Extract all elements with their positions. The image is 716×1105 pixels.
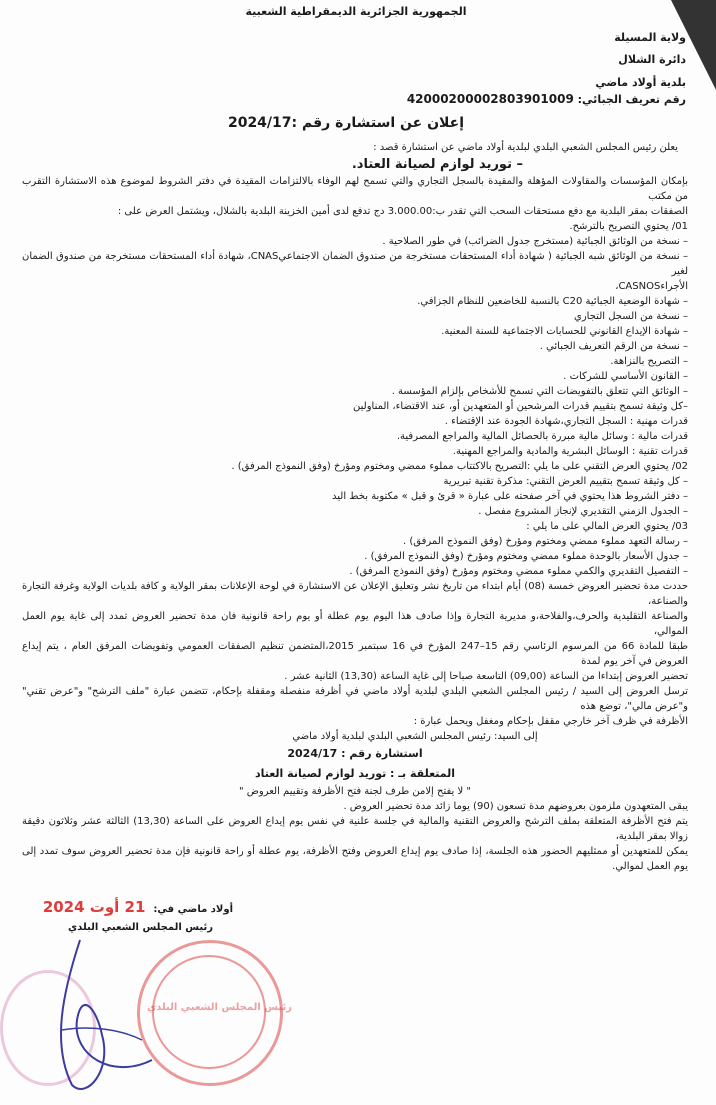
body-line: – شهادة الوضعية الجبائية C20 بالنسبة للخاضعين للنظام الجزافي.	[417, 296, 688, 307]
tax-id: 42000200002803901009	[406, 92, 574, 106]
signer-title: رئيس المجلس الشعبي البلدي	[68, 922, 213, 933]
body-line: – نسخة من الوثائق الجبائية (مستخرج جدول الضرائب) في طور الصلاحية .	[382, 236, 688, 247]
envelope-subject: المتعلقة بـ : توريد لوازم لصيانة العتاد	[254, 767, 456, 780]
body-line: – دفتر الشروط هذا يحتوي في آخر صفحته على عبارة « قرئ و قبل » مكتوبة بخط اليد	[332, 491, 688, 502]
body-line: – التصريح بالنزاهة.	[610, 356, 688, 367]
body-line: الأجراءCASNOS،	[615, 281, 688, 292]
body-line: الصفقات بمقر البلدية مع دفع مستحقات السحب التي تقدر ب:3.000.00 دج تدفع لدى أمين الخزينة البلدية بالشلال، ويشتمل العرض على :	[117, 206, 688, 217]
document-body	[22, 140, 688, 1100]
announcement-title: إعلان عن استشارة رقم :2024/17	[227, 115, 465, 131]
body-line: – التفصيل التقديري والكمي مملوء ممضي ومختوم ومؤرخ (وفق النموذج المرفق) .	[349, 566, 688, 577]
signature-date-stamp: 21 أوت 2024	[42, 898, 146, 916]
body-line: – الوثائق التي تتعلق بالتفويضات التي تسمح للأشخاص بإلزام المؤسسة .	[391, 386, 688, 397]
body-line: – القانون الأساسي للشركات .	[563, 371, 688, 382]
body-line: 02/ يحتوي العرض التقني على ما يلي :التصريح بالاكتتاب مملوء ممضي ومختوم ومؤرخ (وفق النموذج المرفق) .	[231, 461, 688, 472]
body-line: – شهادة الإيداع القانوني للحسابات الاجتماعية للسنة المعنية.	[441, 326, 688, 337]
stamp-text: رئيس المجلس الشعبي البلدي	[147, 1002, 292, 1013]
envelope-note: " لا يفتح إلامن طرف لجنة فتح الأظرفة وتقييم العروض "	[239, 786, 471, 797]
body-line: – الجدول الزمني التقديري لإنجاز المشروع مفصل .	[478, 506, 688, 517]
body-line: بإمكان المؤسسات والمقاولات المؤهلة والمقيدة بالسجل التجاري والتي تسمح لهم الوفاء بالالتزامات المقيدة في دفتر الشروط لموضوع هذه الاستشارة التقرب من مكتب	[22, 176, 688, 202]
wilaya: ولاية المسيلة	[614, 31, 686, 44]
tax-id-row	[407, 92, 686, 107]
body-line: قدرات تقنية : الوسائل البشرية والمادية والمراجع المهنية.	[452, 446, 688, 457]
republic-header: الجمهورية الجزائرية الديمقراطية الشعبية	[245, 5, 467, 18]
body-line: قدرات مهنية : السجل التجاري،شهادة الجودة عند الإقتضاء .	[444, 416, 688, 427]
commune: بلدية أولاد ماضي	[595, 76, 686, 89]
body-line: طبقا للمادة 66 من المرسوم الرئاسي رقم 15–247 المؤرخ في 16 سبتمبر 2015،المتضمن تنظيم الصفقات العمومي وتفويضات المرفق العام ، يتم إيداع العروض في آخر يوم لمدة	[22, 641, 689, 667]
body-line: – نسخة من الرقم التعريف الجبائي .	[539, 341, 688, 352]
body-line: –كل وثيقة تسمح بتقييم قدرات المرشحين أو المتعهدين أو، عند الاقتضاء، المناولين	[353, 401, 688, 412]
envelope-consult-number: استشارة رقم : 2024/17	[287, 747, 423, 760]
body-line: الأظرفة في ظرف آخر خارجي مقفل بإحكام ومغفل ويحمل عبارة :	[413, 716, 688, 727]
body-line: – نسخة من الوثائق شبه الجبائية ( شهادة أداء المستحقات مستخرجة من صندوق الضمان الاجتماعيCNAS، شهادة أداء المستحقات مستخرجة من صندوق الضمان لغير	[22, 251, 688, 277]
body-line: – نسخة من السجل التجاري	[574, 311, 688, 322]
body-line: – جدول الأسعار بالوحدة مملوء ممضي ومختوم ومؤرخ (وفق النموذج المرفق) .	[364, 551, 688, 562]
subject-line: – توريد لوازم لصيانة العتاد.	[351, 157, 523, 172]
signature-place: أولاد ماضي في:	[153, 904, 233, 915]
closing-line: يبقى المتعهدون ملزمون بعروضهم مدة تسعون (90) يوما زائد مدة تحضير العروض .	[343, 801, 688, 812]
body-line: ترسل العروض إلى السيد / رئيس المجلس الشعبي البلدي لبلدية أولاد ماضي في أظرفة منفصلة ومقفلة بإحكام، تتضمن عبارة "ملف الترشح" و"عرض تقني" و"عرض مالي"، توضع هذه	[22, 686, 688, 712]
body-line: 01/ يحتوي التصريح بالترشح.	[569, 221, 688, 232]
body-line: 03/ يحتوي العرض المالي على ما يلي :	[526, 521, 688, 532]
closing-line: يمكن للمتعهدين أو ممثليهم الحضور هذه الجلسة، إذا صادف يوم إيداع العروض وفتح الأظرفة، يوم عطلة أو راحة قانونية فإن مدة تحضير العروض سوف تمدد إلى يوم العمل لموالي.	[22, 846, 688, 872]
tax-id-label: رقم تعريف الجبائي:	[577, 93, 686, 106]
intro-text: يعلن رئيس المجلس الشعبي البلدي لبلدية أولاد ماضي عن استشارة قصد :	[373, 142, 678, 153]
body-line: قدرات مالية : وسائل مالية مبررة بالحصائل المالية والمراجع المصرفية.	[396, 431, 688, 442]
body-line: – رسالة التعهد مملوء ممضي ومختوم ومؤرخ (وفق النموذج المرفق) .	[403, 536, 688, 547]
daira: دائرة الشلال	[618, 53, 686, 66]
closing-line: يتم فتح الأظرفة المتعلقة بملف الترشح والعروض التقنية والمالية في جلسة علنية في نفس يوم إيداع العروض على الساعة (13,30) الثالثة عشر وثلاثون دقيقة زوالا بمقر البلدية،	[22, 816, 688, 842]
body-line: – كل وثيقة تسمح بتقييم العرض التقني: مذكرة تقنية تبريرية	[443, 476, 688, 487]
body-line: حددت مدة تحضير العروض خمسة (08) أيام ابتداء من تاريخ نشر وتعليق الإعلان عن الاستشارة في لوحة الإعلانات بمقر الولاية و كافة بلديات الولاية وغرفة التجارة والصناعة،	[22, 581, 689, 607]
envelope-recipient: إلى السيد: رئيس المجلس الشعبي البلدي لبلدية أولاد ماضي	[292, 731, 538, 742]
body-line: تحضير العروض إبتداءا من الساعة (09,00) التاسعة صباحا إلى غاية الساعة (13,30) الثانية عشر .	[284, 671, 688, 682]
body-line: والصناعة التقليدية والحرف،والفلاحة،و مديرية التجارة وإذا صادف هذا اليوم يوم عطلة أو يوم راحة قانونية فان مدة تحضير العروض تمدد إلى غاية يوم العمل الموالي،	[22, 611, 688, 637]
body-text	[22, 174, 688, 729]
handwritten-signature	[42, 935, 162, 1105]
signature-block	[22, 900, 688, 1100]
signature-place-date	[43, 900, 233, 917]
